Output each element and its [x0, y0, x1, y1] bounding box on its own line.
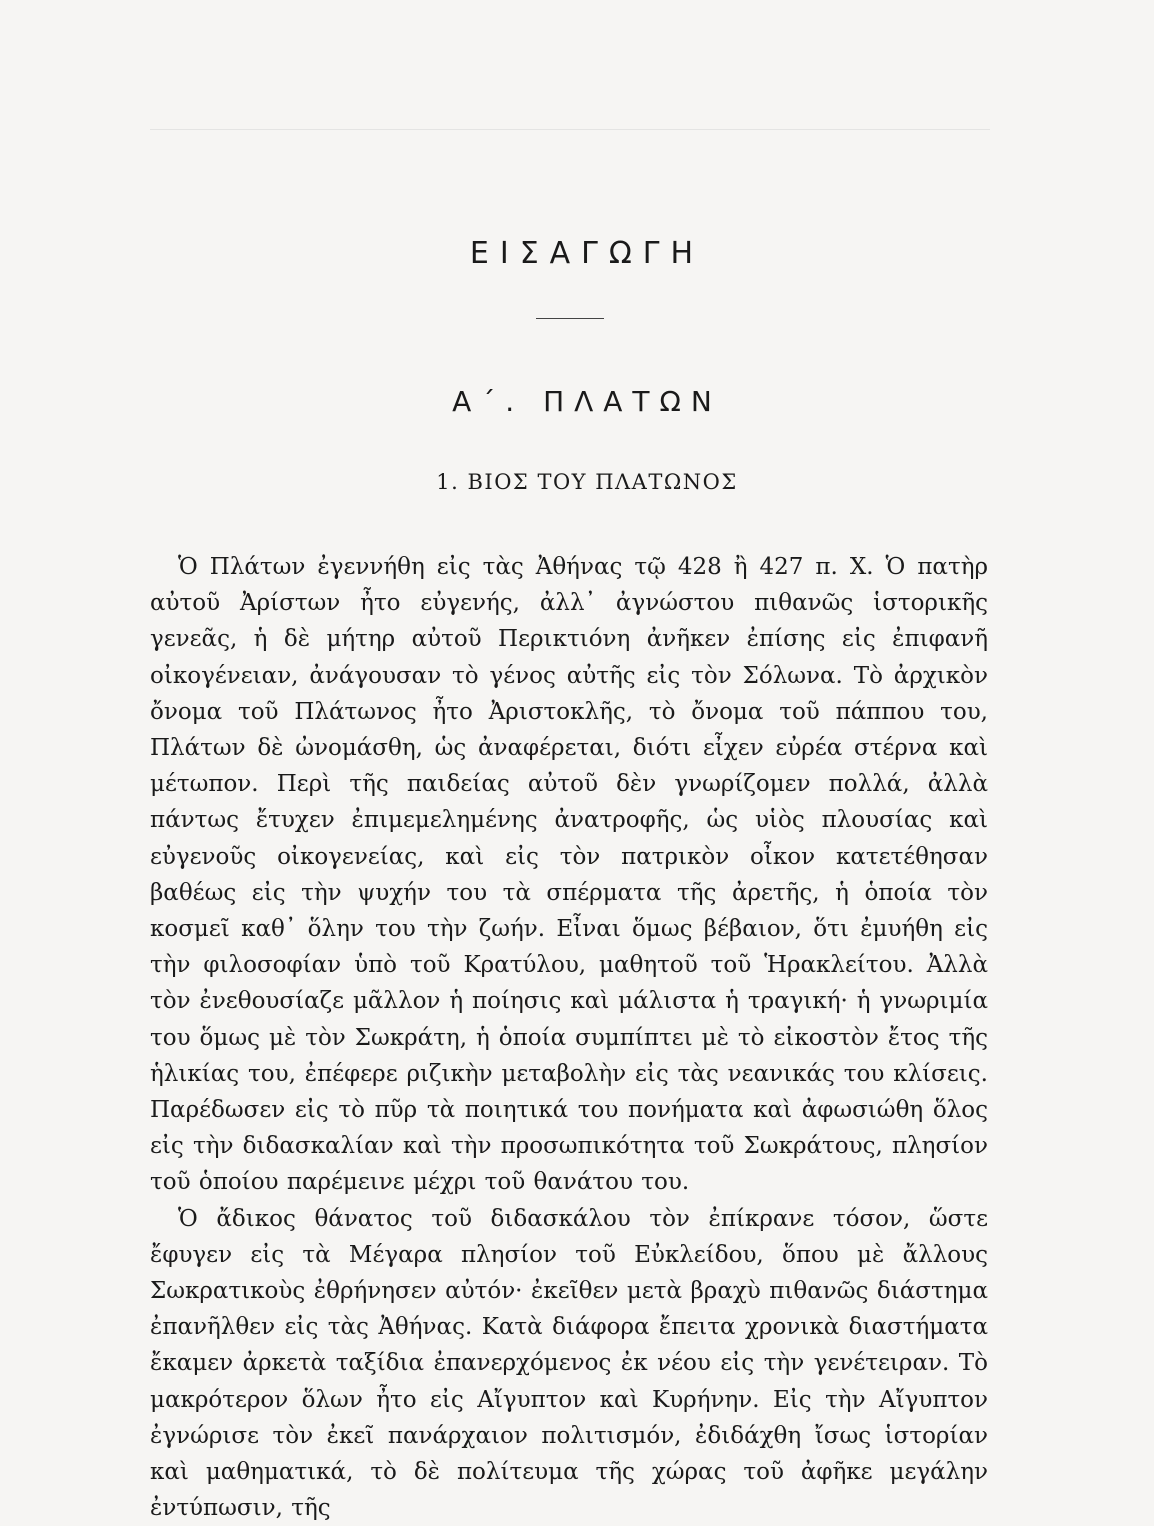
bleed-header-text	[150, 95, 157, 119]
bleed-page-number	[983, 95, 990, 119]
paragraph: Ὁ ἄδικος θάνατος τοῦ διδασκάλου τὸν ἐπίκρανε τόσον, ὥστε ἔφυγεν εἰς τὰ Μέγαρα πλησίον τοῦ Εὐκλείδου, ὅπου μὲ ἄλλους Σωκρατικοὺς ἐθρήνησεν αὐτόν· ἐκεῖθεν μετὰ βραχὺ πιθανῶς διάστημα ἐπανῆλθεν εἰς τὰς Ἀθήνας. Κατὰ διάφορα ἔπειτα χρονικὰ διαστήματα ἔκαμεν ἀρκετὰ ταξίδια ἐπανερχόμενος ἐκ νέου εἰς τὴν γενέτειραν. Τὸ μακρότερον ὅλων ἦτο εἰς Αἴγυπτον καὶ Κυρήνην. Εἰς τὴν Αἴγυπτον ἐγνώρισε τὸν ἐκεῖ πανάρχαιον πολιτισμόν, ἐδιδάχθη ἴσως ἱστορίαν καὶ μαθηματικά, τὸ δὲ πολίτευμα τῆς χώρας τοῦ ἀφῆκε μεγάλην ἐντύπωσιν, τῆς	[150, 1205, 988, 1522]
title-divider	[536, 318, 604, 319]
body-text	[150, 549, 988, 1526]
part-title: Α΄. ΠΛΑΤΩΝ	[452, 385, 722, 418]
bleed-through-header	[150, 95, 990, 130]
paragraph: Ὁ Πλάτων ἐγεννήθη εἰς τὰς Ἀθήνας τῷ 428 ἢ 427 π. Χ. Ὁ πατὴρ αὐτοῦ Ἀρίστων ἦτο εὐγενής, ἀλλ᾽ ἀγνώστου πιθανῶς ἱστορικῆς γενεᾶς, ἡ δὲ μήτηρ αὐτοῦ Περικτιόνη ἀνῆκεν ἐπίσης εἰς ἐπιφανῆ οἰκογένειαν, ἀνάγουσαν τὸ γένος αὐτῆς εἰς τὸν Σόλωνα. Τὸ ἀρχικὸν ὄνομα τοῦ Πλάτωνος ἦτο Ἀριστοκλῆς, τὸ ὄνομα τοῦ πάππου του, Πλάτων δὲ ὠνομάσθη, ὡς ἀναφέρεται, διότι εἶχεν εὐρέα στέρνα καὶ μέτωπον. Περὶ τῆς παιδείας αὐτοῦ δὲν γνωρίζομεν πολλά, ἀλλὰ πάντως ἔτυχεν ἐπιμεμελημένης ἀνατροφῆς, ὡς υἱὸς πλουσίας καὶ εὐγενοῦς οἰκογενείας, καὶ εἰς τὸν πατρικὸν οἶκον κατετέθησαν βαθέως εἰς τὴν ψυχήν του τὰ σπέρματα τῆς ἀρετῆς, ἡ ὁποία τὸν κοσμεῖ καθ᾽ ὅλην του τὴν ζωήν. Εἶναι ὅμως βέβαιον, ὅτι ἐμυήθη εἰς τὴν φιλοσοφίαν ὑπὸ τοῦ Κρατύλου, μαθητοῦ τοῦ Ἡρακλείτου. Ἀλλὰ τὸν ἐνεθουσίαζε μᾶλλον ἡ ποίησις καὶ μάλιστα ἡ τραγική· ἡ γνωριμία του ὅμως μὲ τὸν Σωκράτη, ἡ ὁποία συμπίπτει μὲ τὸ εἰκοστὸν ἔτος τῆς ἡλικίας του, ἐπέφερε ριζικὴν μεταβολὴν εἰς τὰς νεανικάς του κλίσεις. Παρέδωσεν εἰς τὸ πῦρ τὰ ποιητικά του πονήματα καὶ ἀφωσιώθη ὅλος εἰς τὴν διδασκαλίαν καὶ τὴν προσωπικότητα τοῦ Σωκράτους, πλησίον τοῦ ὁποίου παρέμεινε μέχρι τοῦ θανάτου του.	[150, 554, 988, 1196]
chapter-title: ΕΙΣΑΓΩΓΗ	[469, 236, 705, 271]
section-title: 1. ΒΙΟΣ ΤΟΥ ΠΛΑΤΩΝΟΣ	[436, 470, 738, 494]
